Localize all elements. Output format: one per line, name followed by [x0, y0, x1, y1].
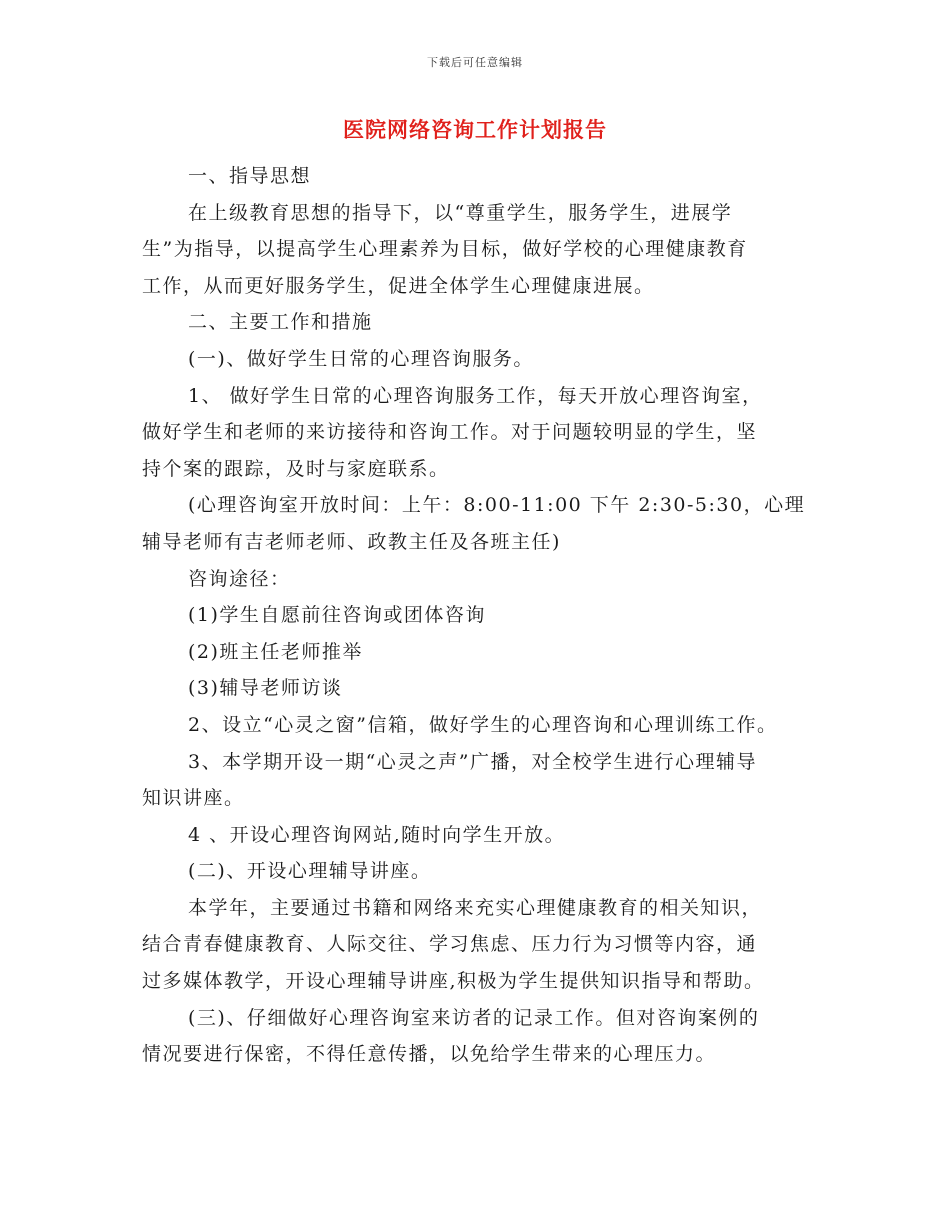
list-item-channel-1: [142, 597, 832, 634]
text-line: 持个案的跟踪，及时与家庭联系。: [142, 457, 450, 480]
text-line: 一、指导思想: [188, 165, 312, 187]
section-heading-guiding-thought: [142, 158, 832, 195]
section-heading-main-work: [142, 304, 832, 341]
header-note: 下载后可任意编辑: [427, 56, 523, 69]
text-line: (心理咨询室开放时间：上午：8:00-11:00 下午 2:30-5:30，心理: [188, 494, 806, 517]
text-line: (1)学生自愿前往咨询或团体咨询: [188, 604, 486, 627]
list-item-channel-3: [142, 670, 832, 707]
text-line: 过多媒体教学，开设心理辅导讲座,积极为学生提供知识指导和帮助。: [142, 970, 765, 993]
paragraph-item-1: [142, 378, 832, 488]
text-line: 本学年，主要通过书籍和网络来充实心理健康教育的相关知识，: [188, 896, 763, 919]
paragraph-lectures: [142, 890, 832, 1000]
text-line: 辅导老师有吉老师老师、政教主任及各班主任): [142, 530, 561, 553]
text-line: 咨询途径：: [188, 567, 291, 590]
paragraph-item-2: [142, 707, 832, 744]
paragraph-guiding-thought: [142, 195, 832, 305]
text-line: (三)、仔细做好心理咨询室来访者的记录工作。但对咨询案例的: [188, 1006, 760, 1029]
text-line: 在上级教育思想的指导下，以“尊重学生，服务学生，进展学: [188, 201, 733, 224]
list-item-channel-2: [142, 634, 832, 671]
text-line: 3、本学期开设一期“心灵之声”广播，对全校学生进行心理辅导: [188, 750, 758, 773]
paragraph-item-3: [142, 744, 832, 817]
text-line: (2)班主任老师推举: [188, 640, 363, 663]
text-line: 4 、开设心理咨询网站,随时向学生开放。: [188, 823, 566, 846]
text-line: (二)、开设心理辅导讲座。: [188, 860, 432, 883]
text-line: 结合青春健康教育、人际交往、学习焦虑、压力行为习惯等内容，通: [142, 933, 758, 956]
text-line: 生”为指导，以提高学生心理素养为目标，做好学校的心理健康教育: [142, 238, 748, 261]
paragraph-records: [142, 1000, 832, 1073]
text-line: 知识讲座。: [142, 787, 245, 810]
text-line: (一)、做好学生日常的心理咨询服务。: [188, 347, 534, 370]
text-line: 工作，从而更好服务学生，促进全体学生心理健康进展。: [142, 274, 655, 297]
text-line: 二、主要工作和措施: [188, 311, 373, 334]
paragraph-opening-hours: [142, 487, 832, 560]
text-line: 1、 做好学生日常的心理咨询服务工作，每天开放心理咨询室，: [188, 384, 763, 407]
document-body: [142, 158, 832, 1073]
subheading-lectures: [142, 853, 832, 890]
text-line: 2、设立“心灵之窗”信箱，做好学生的心理咨询和心理训练工作。: [188, 713, 778, 736]
document-title: 医院网络咨询工作计划报告: [343, 117, 607, 142]
text-line: 做好学生和老师的来访接待和咨询工作。对于问题较明显的学生，坚: [142, 421, 758, 444]
text-line: 情况要进行保密，不得任意传播，以免给学生带来的心理压力。: [142, 1043, 717, 1066]
subheading-counseling-service: [142, 341, 832, 378]
paragraph-channels-label: [142, 561, 832, 598]
paragraph-item-4: [142, 817, 832, 854]
text-line: (3)辅导老师访谈: [188, 677, 343, 700]
